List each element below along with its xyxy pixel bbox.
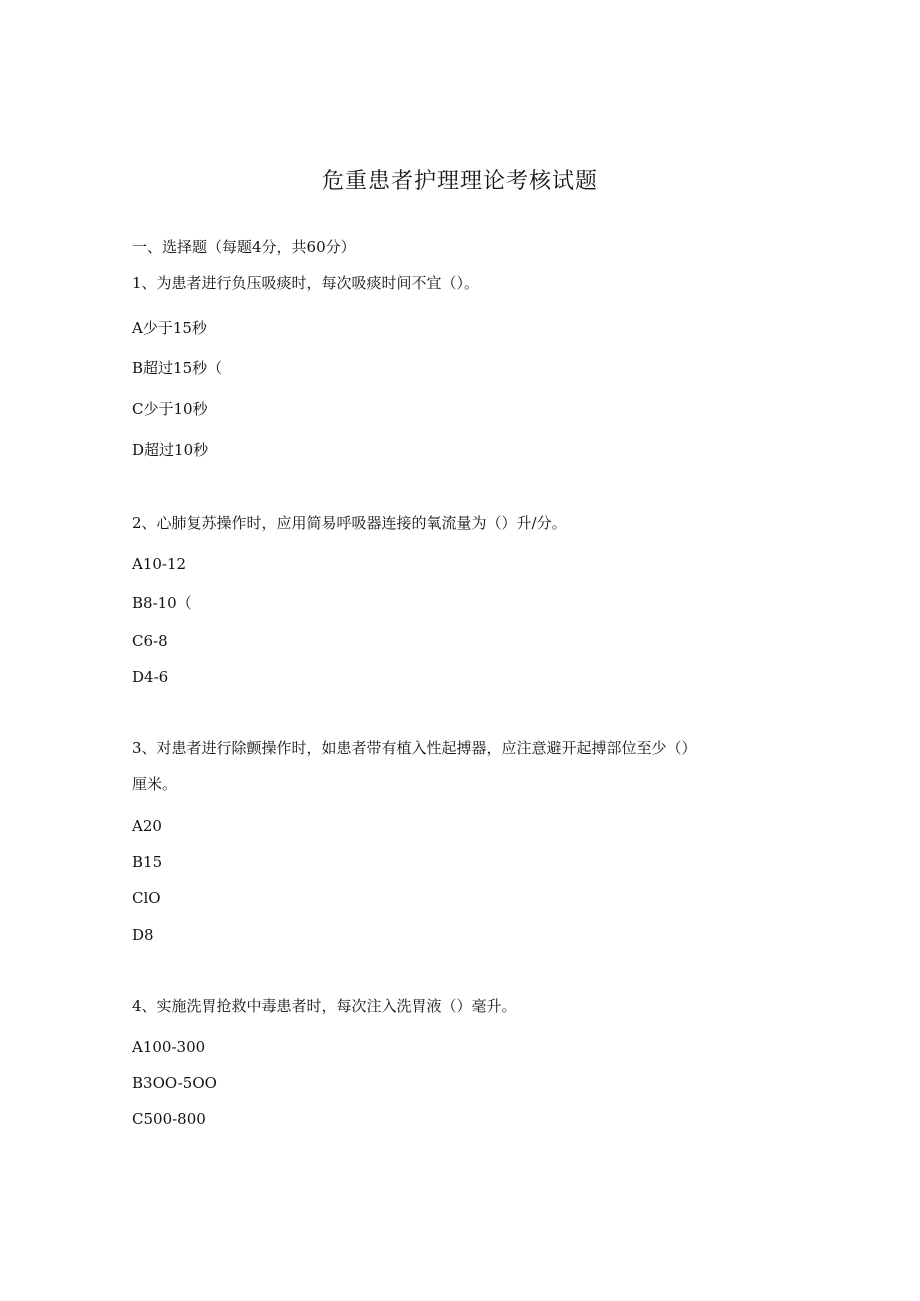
question-1-option-b: B超过15秒（ [132,359,223,377]
question-3-option-a: A20 [132,817,162,835]
question-3-option-d: D8 [132,926,154,944]
question-4-option-c: C500-800 [132,1110,206,1128]
question-2-option-b: B8-10（ [132,594,192,612]
question-1-stem: 1、为患者进行负压吸痰时，每次吸痰时间不宜（）。 [132,274,480,292]
question-1-option-a: A少于15秒 [132,319,207,337]
question-4-stem: 4、实施洗胃抢救中毒患者时，每次注入洗胃液（）毫升。 [132,997,517,1015]
question-2-option-c: C6-8 [132,632,168,650]
question-3-option-b: B15 [132,853,163,871]
question-4-option-a: A100-300 [132,1038,206,1056]
question-3-stem: 3、对患者进行除颤操作时，如患者带有植入性起搏器，应注意避开起搏部位至少（） [132,739,697,757]
question-2-option-a: A10-12 [132,555,187,573]
question-4-option-b: B3OO-5OO [132,1074,217,1092]
section-heading: 一、选择题（每题4分，共60分） [132,238,356,256]
question-2-option-d: D4-6 [132,668,169,686]
document-title: 危重患者护理理论考核试题 [321,169,598,194]
question-2-stem: 2、心肺复苏操作时，应用简易呼吸器连接的氧流量为（）升/分。 [132,514,567,532]
question-3-stem-continued: 厘米。 [132,775,178,793]
question-1-option-c: C少于10秒 [132,400,208,418]
question-1-option-d: D超过10秒 [132,441,209,459]
question-3-option-c: ClO [132,889,161,907]
